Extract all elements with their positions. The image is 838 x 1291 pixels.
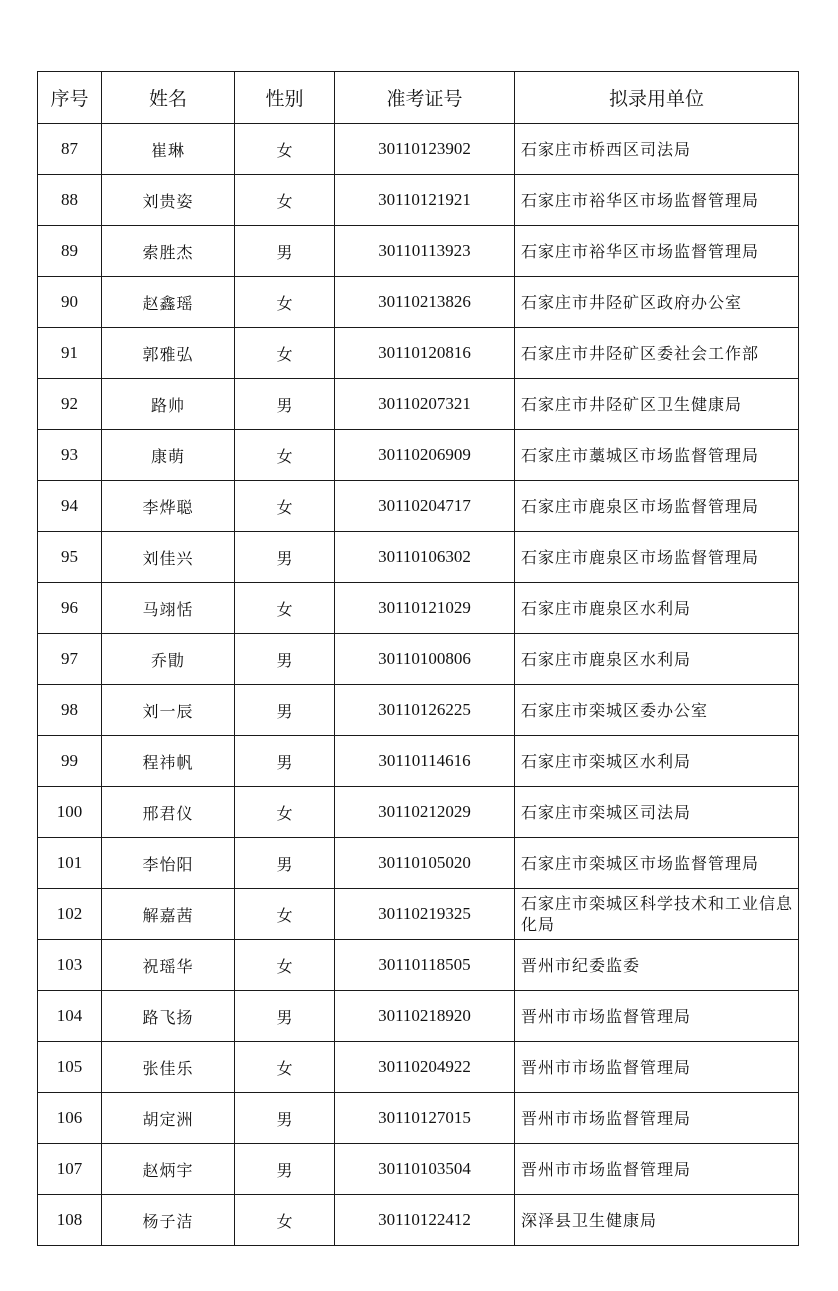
table-row: [38, 277, 799, 328]
cell-seq: 99: [38, 736, 102, 787]
cell-unit: 晋州市市场监督管理局: [515, 1093, 799, 1144]
table-row: [38, 1093, 799, 1144]
cell-name: 崔琳: [102, 124, 235, 175]
table-row: [38, 226, 799, 277]
cell-name: 张佳乐: [102, 1042, 235, 1093]
cell-seq: 108: [38, 1195, 102, 1246]
table-row: [38, 685, 799, 736]
cell-name: 胡定洲: [102, 1093, 235, 1144]
cell-exam-id: 30110123902: [335, 124, 515, 175]
table-row: [38, 175, 799, 226]
cell-unit: 石家庄市井陉矿区政府办公室: [515, 277, 799, 328]
cell-name: 刘佳兴: [102, 532, 235, 583]
header-gender: 性别: [235, 72, 335, 124]
cell-seq: 103: [38, 940, 102, 991]
table-row: [38, 583, 799, 634]
table-row: [38, 838, 799, 889]
table-row: [38, 1042, 799, 1093]
cell-name: 赵炳宇: [102, 1144, 235, 1195]
cell-exam-id: 30110118505: [335, 940, 515, 991]
header-name: 姓名: [102, 72, 235, 124]
cell-unit: 石家庄市鹿泉区市场监督管理局: [515, 481, 799, 532]
cell-exam-id: 30110127015: [335, 1093, 515, 1144]
table-row: [38, 1195, 799, 1246]
cell-unit: 晋州市市场监督管理局: [515, 991, 799, 1042]
cell-unit: 石家庄市鹿泉区水利局: [515, 634, 799, 685]
cell-name: 程祎帆: [102, 736, 235, 787]
cell-seq: 107: [38, 1144, 102, 1195]
document-page: [37, 71, 798, 1246]
admission-list-table: [37, 71, 799, 1246]
cell-seq: 105: [38, 1042, 102, 1093]
cell-unit: 石家庄市井陉矿区卫生健康局: [515, 379, 799, 430]
cell-unit: 石家庄市栾城区委办公室: [515, 685, 799, 736]
cell-name: 乔勖: [102, 634, 235, 685]
cell-gender: 男: [235, 838, 335, 889]
cell-gender: 女: [235, 277, 335, 328]
cell-gender: 男: [235, 685, 335, 736]
table-row: [38, 1144, 799, 1195]
cell-exam-id: 30110121921: [335, 175, 515, 226]
cell-name: 康萌: [102, 430, 235, 481]
cell-seq: 91: [38, 328, 102, 379]
cell-seq: 94: [38, 481, 102, 532]
cell-gender: 男: [235, 1144, 335, 1195]
cell-exam-id: 30110106302: [335, 532, 515, 583]
cell-gender: 女: [235, 328, 335, 379]
cell-seq: 98: [38, 685, 102, 736]
cell-seq: 89: [38, 226, 102, 277]
cell-exam-id: 30110213826: [335, 277, 515, 328]
cell-name: 马翊恬: [102, 583, 235, 634]
cell-unit: 石家庄市栾城区科学技术和工业信息化局: [515, 889, 799, 940]
cell-unit: 晋州市市场监督管理局: [515, 1144, 799, 1195]
cell-unit: 石家庄市栾城区市场监督管理局: [515, 838, 799, 889]
cell-exam-id: 30110114616: [335, 736, 515, 787]
cell-seq: 87: [38, 124, 102, 175]
table-row: [38, 736, 799, 787]
cell-exam-id: 30110120816: [335, 328, 515, 379]
table-row: [38, 991, 799, 1042]
cell-unit: 石家庄市栾城区水利局: [515, 736, 799, 787]
cell-gender: 女: [235, 1042, 335, 1093]
cell-gender: 女: [235, 430, 335, 481]
cell-gender: 女: [235, 583, 335, 634]
cell-unit: 石家庄市鹿泉区市场监督管理局: [515, 532, 799, 583]
cell-unit: 石家庄市桥西区司法局: [515, 124, 799, 175]
cell-unit: 晋州市纪委监委: [515, 940, 799, 991]
cell-unit: 深泽县卫生健康局: [515, 1195, 799, 1246]
cell-gender: 女: [235, 1195, 335, 1246]
cell-exam-id: 30110207321: [335, 379, 515, 430]
table-row: [38, 124, 799, 175]
table-row: [38, 532, 799, 583]
cell-gender: 女: [235, 940, 335, 991]
cell-name: 刘一辰: [102, 685, 235, 736]
cell-unit: 石家庄市裕华区市场监督管理局: [515, 175, 799, 226]
cell-exam-id: 30110218920: [335, 991, 515, 1042]
cell-name: 杨子洁: [102, 1195, 235, 1246]
cell-seq: 106: [38, 1093, 102, 1144]
cell-name: 李烨聪: [102, 481, 235, 532]
cell-exam-id: 30110100806: [335, 634, 515, 685]
cell-name: 解嘉茜: [102, 889, 235, 940]
cell-unit: 石家庄市栾城区司法局: [515, 787, 799, 838]
cell-name: 郭雅弘: [102, 328, 235, 379]
cell-name: 路飞扬: [102, 991, 235, 1042]
cell-unit: 晋州市市场监督管理局: [515, 1042, 799, 1093]
cell-exam-id: 30110121029: [335, 583, 515, 634]
header-unit: 拟录用单位: [515, 72, 799, 124]
cell-gender: 女: [235, 175, 335, 226]
cell-gender: 男: [235, 736, 335, 787]
table-row: [38, 328, 799, 379]
header-seq: 序号: [38, 72, 102, 124]
header-exam-id: 准考证号: [335, 72, 515, 124]
cell-name: 李怡阳: [102, 838, 235, 889]
cell-seq: 95: [38, 532, 102, 583]
cell-name: 索胜杰: [102, 226, 235, 277]
cell-seq: 100: [38, 787, 102, 838]
cell-gender: 男: [235, 532, 335, 583]
cell-seq: 97: [38, 634, 102, 685]
cell-unit: 石家庄市藁城区市场监督管理局: [515, 430, 799, 481]
cell-name: 刘贵姿: [102, 175, 235, 226]
cell-name: 邢君仪: [102, 787, 235, 838]
table-row: [38, 379, 799, 430]
cell-gender: 男: [235, 379, 335, 430]
cell-exam-id: 30110105020: [335, 838, 515, 889]
cell-seq: 92: [38, 379, 102, 430]
cell-gender: 男: [235, 226, 335, 277]
table-row: [38, 481, 799, 532]
cell-gender: 女: [235, 889, 335, 940]
table-row: [38, 787, 799, 838]
cell-seq: 88: [38, 175, 102, 226]
cell-exam-id: 30110219325: [335, 889, 515, 940]
cell-seq: 93: [38, 430, 102, 481]
cell-gender: 女: [235, 481, 335, 532]
table-row: [38, 634, 799, 685]
cell-exam-id: 30110204717: [335, 481, 515, 532]
cell-seq: 102: [38, 889, 102, 940]
cell-exam-id: 30110206909: [335, 430, 515, 481]
cell-name: 祝瑶华: [102, 940, 235, 991]
cell-gender: 女: [235, 124, 335, 175]
cell-exam-id: 30110113923: [335, 226, 515, 277]
cell-seq: 104: [38, 991, 102, 1042]
cell-exam-id: 30110126225: [335, 685, 515, 736]
cell-seq: 101: [38, 838, 102, 889]
table-row: [38, 889, 799, 940]
cell-name: 路帅: [102, 379, 235, 430]
cell-gender: 男: [235, 991, 335, 1042]
cell-seq: 90: [38, 277, 102, 328]
cell-exam-id: 30110204922: [335, 1042, 515, 1093]
cell-unit: 石家庄市井陉矿区委社会工作部: [515, 328, 799, 379]
table-row: [38, 430, 799, 481]
cell-gender: 女: [235, 787, 335, 838]
cell-name: 赵鑫瑶: [102, 277, 235, 328]
cell-exam-id: 30110212029: [335, 787, 515, 838]
cell-exam-id: 30110122412: [335, 1195, 515, 1246]
table-row: [38, 940, 799, 991]
cell-gender: 男: [235, 1093, 335, 1144]
cell-unit: 石家庄市鹿泉区水利局: [515, 583, 799, 634]
cell-exam-id: 30110103504: [335, 1144, 515, 1195]
table-header-row: [38, 72, 799, 124]
cell-unit: 石家庄市裕华区市场监督管理局: [515, 226, 799, 277]
cell-seq: 96: [38, 583, 102, 634]
table-body: [38, 124, 799, 1246]
cell-gender: 男: [235, 634, 335, 685]
